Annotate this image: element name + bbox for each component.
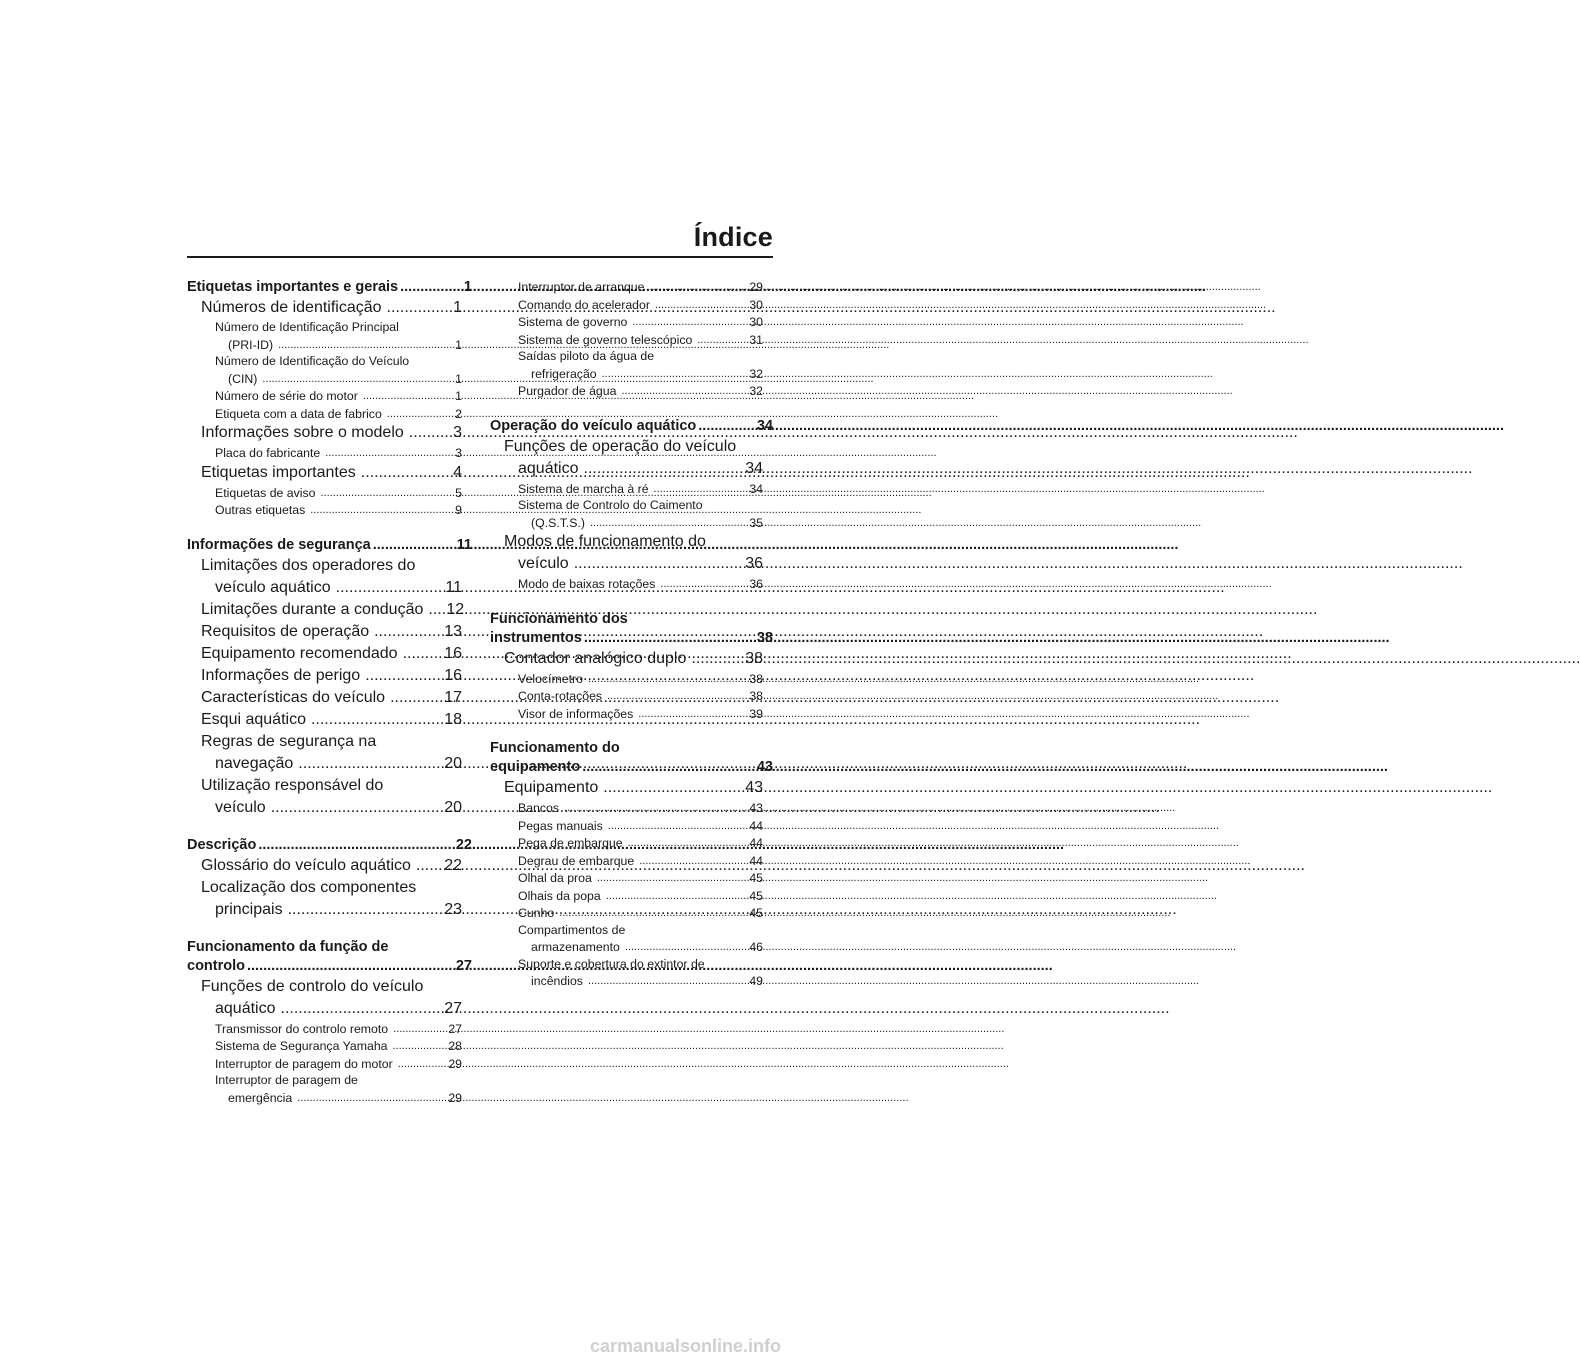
toc-entry-title: Informações sobre o modelo (201, 424, 404, 441)
toc-section-entry[interactable] (187, 462, 472, 484)
toc-page-number: 3 (455, 446, 462, 460)
dot-leader (393, 1037, 441, 1055)
toc-section-entry[interactable] (187, 621, 472, 643)
toc-section (490, 278, 773, 400)
toc-section-entry[interactable] (187, 422, 472, 444)
toc-entry-title: Funções de operação do veículo (504, 437, 737, 455)
toc-section-entry[interactable] (187, 577, 472, 599)
dot-leader (632, 313, 741, 331)
toc-subsection-entry[interactable] (490, 365, 773, 383)
toc-subsection-entry[interactable] (187, 405, 472, 423)
toc-entry-title: Funcionamento do (490, 740, 620, 756)
toc-chapter-entry[interactable] (187, 536, 472, 555)
dot-leader (559, 904, 741, 922)
toc-subsection-entry[interactable] (187, 353, 472, 370)
dot-leader (428, 599, 436, 621)
dot-leader (698, 417, 755, 436)
toc-page-number: 3 (453, 424, 462, 441)
toc-page-number: 23 (444, 900, 462, 918)
toc-chapter-entry[interactable] (490, 629, 773, 648)
toc-entry-title: Modo de baixas rotações (518, 577, 656, 591)
toc-column-left (187, 278, 472, 1123)
toc-entry-title: Interruptor de paragem do motor (215, 1056, 393, 1071)
toc-subsection-entry[interactable] (490, 922, 773, 939)
dot-leader (247, 957, 454, 976)
toc-entry-title: Sistema de Segurança Yamaha (215, 1039, 388, 1053)
dot-leader (625, 938, 741, 956)
toc-page-number: 36 (749, 577, 763, 591)
toc-entry-title: Equipamento recomendado (201, 644, 398, 662)
toc-entry-title: Número de série do motor (215, 389, 358, 403)
toc-page-number: 16 (444, 644, 462, 662)
dot-leader (297, 1089, 440, 1107)
toc-section (490, 739, 773, 990)
toc-entry-title: Olhal da proa (518, 871, 592, 885)
toc-entry-title: Etiquetas importantes (201, 463, 356, 481)
toc-entry-title: Purgador de água (518, 384, 617, 398)
toc-entry-title: Interruptor de paragem de (215, 1073, 358, 1087)
toc-subsection-entry[interactable] (187, 319, 472, 336)
toc-entry-title: Degrau de embarque (518, 853, 635, 868)
toc-page-number: 30 (749, 297, 763, 312)
toc-page-number: 5 (455, 485, 462, 500)
toc-page-number: 38 (745, 649, 763, 667)
dot-leader (638, 705, 741, 723)
dot-leader (387, 297, 444, 319)
dot-leader (336, 577, 436, 599)
toc-page-number: 30 (749, 315, 763, 329)
toc-entry-title: Sistema de governo (518, 315, 628, 329)
dot-leader (660, 575, 741, 593)
toc-subsection-entry[interactable] (187, 444, 472, 462)
toc-entry-title: principais (215, 900, 283, 918)
toc-entry-title: Comando do acelerador (518, 297, 650, 312)
toc-page-number: 22 (455, 836, 472, 853)
toc-page-number: 44 (749, 853, 763, 868)
dot-leader (361, 462, 443, 484)
dot-leader (588, 972, 741, 990)
toc-page-number: 43 (749, 801, 763, 815)
dot-leader (654, 480, 742, 498)
dot-leader (390, 687, 434, 709)
toc-page-number: 34 (749, 481, 763, 496)
page-title: Índice (693, 222, 773, 252)
dot-leader (655, 296, 741, 314)
toc-subsection-entry[interactable] (187, 484, 472, 502)
dot-leader (398, 1055, 441, 1073)
dot-leader (590, 514, 741, 532)
toc-section-entry[interactable] (187, 599, 472, 621)
toc-subsection-entry[interactable] (490, 348, 773, 365)
toc-entry-title: Informações de segurança (187, 536, 371, 553)
toc-subsection-entry[interactable] (490, 705, 773, 723)
dot-leader (374, 621, 434, 643)
toc-chapter-entry[interactable] (187, 278, 472, 297)
toc-page-number: 12 (446, 600, 465, 618)
toc-subsection-entry[interactable] (490, 670, 773, 688)
dot-leader (311, 709, 434, 731)
toc-entry-title: Números de identificação (201, 299, 382, 316)
toc-section-entry[interactable] (490, 648, 773, 670)
toc-subsection-entry[interactable] (490, 938, 773, 956)
toc-entry-title: Modos de funcionamento do (504, 533, 706, 550)
toc-chapter-entry[interactable] (490, 610, 773, 629)
dot-leader (363, 387, 447, 405)
toc-page-number: 49 (749, 974, 763, 988)
toc-entry-title: emergência (228, 1090, 293, 1105)
toc-entry-title: veículo aquático (215, 578, 331, 596)
toc-subsection-entry[interactable] (490, 852, 773, 870)
toc-chapter-entry[interactable] (490, 758, 773, 777)
toc-entry-title: Limitações durante a condução (201, 600, 424, 618)
toc-page-number: 43 (745, 779, 763, 796)
dot-leader (288, 899, 435, 921)
dot-leader (602, 365, 742, 383)
toc-subsection-entry[interactable] (490, 296, 773, 314)
toc-subsection-entry[interactable] (490, 480, 773, 498)
toc-page-number: 35 (749, 515, 763, 530)
toc-section-entry[interactable] (187, 899, 472, 921)
toc-subsection-entry[interactable] (490, 887, 773, 905)
toc-entry-title: Outras etiquetas (215, 503, 306, 517)
toc-entry-title: Requisitos de operação (201, 622, 370, 640)
toc-page-number: 20 (444, 798, 462, 816)
toc-subsection-entry[interactable] (187, 1037, 472, 1055)
dot-leader (564, 799, 741, 817)
toc-subsection-entry[interactable] (187, 501, 472, 519)
dot-leader (607, 687, 741, 705)
dot-leader (597, 869, 741, 887)
toc-entry-title: Bancos (518, 801, 560, 815)
toc-page-number: 20 (444, 754, 462, 772)
toc-subsection-entry[interactable] (490, 313, 773, 331)
toc-chapter-entry[interactable] (187, 938, 472, 957)
toc-page-number: 38 (749, 671, 763, 686)
toc-entry-title: Funções de controlo do veículo (201, 977, 424, 995)
toc-entry-title: Saídas piloto da água de (518, 349, 655, 363)
toc-entry-title: Esqui aquático (201, 710, 306, 728)
toc-page-number: 1 (455, 371, 462, 386)
toc-entry-title: Operação do veículo aquático (490, 417, 697, 434)
toc-entry-title: Sistema de marcha à ré (518, 481, 649, 496)
toc-entry-title: Etiquetas de aviso (215, 485, 316, 500)
toc-section-entry[interactable] (187, 998, 472, 1020)
toc-section-entry[interactable] (187, 753, 472, 775)
toc-entry-title: equipamento (490, 759, 581, 775)
watermark: carmanualsonline.info (590, 1336, 782, 1356)
toc-page-number: 1 (463, 279, 472, 295)
toc-chapter-entry[interactable] (187, 957, 472, 976)
toc-entry-title: Número de Identificação Principal (215, 320, 399, 334)
dot-leader (409, 422, 443, 444)
toc-entry-title: Conta-rotações (518, 689, 603, 703)
toc-section-entry[interactable] (187, 855, 472, 877)
toc-subsection-entry[interactable] (187, 370, 472, 388)
dot-leader (387, 405, 447, 423)
toc-entry-title: Compartimentos de (518, 922, 626, 937)
toc-section-entry[interactable] (187, 731, 472, 753)
toc-entry-title: Pega de embarque (518, 836, 623, 850)
toc-subsection-entry[interactable] (490, 331, 773, 349)
toc-entry-title: Contador analógico duplo (504, 649, 687, 667)
toc-page-number: 36 (745, 555, 763, 572)
dot-leader (262, 370, 447, 388)
toc-page-number: 45 (749, 871, 763, 885)
toc-page-number: 29 (749, 280, 763, 294)
toc-entry-title: Limitações dos operadores do (201, 556, 416, 574)
toc-entry-title: veículo (518, 555, 569, 572)
dot-leader (298, 753, 434, 775)
toc-entry-title: Glossário do veículo aquático (201, 856, 411, 874)
toc-page-number: 44 (749, 836, 763, 850)
toc-page-number: 45 (749, 888, 763, 903)
toc-section-entry[interactable] (490, 777, 773, 799)
toc-entry-title: aquático (518, 459, 579, 477)
toc-page-number: 43 (756, 759, 773, 775)
toc-entry-title: (PRI-ID) (228, 337, 274, 352)
toc-subsection-entry[interactable] (490, 834, 773, 852)
toc-entry-title: Placa do fabricante (215, 446, 321, 460)
toc-section-entry[interactable] (187, 643, 472, 665)
dot-leader (281, 998, 435, 1020)
toc-subsection-entry[interactable] (490, 575, 773, 593)
toc-entry-title: Número de Identificação do Veículo (215, 354, 410, 368)
toc-subsection-entry[interactable] (187, 1020, 472, 1038)
toc-page-number: 39 (749, 706, 763, 721)
toc-section-entry[interactable] (187, 797, 472, 819)
dot-leader (416, 855, 434, 877)
toc-subsection-entry[interactable] (490, 278, 773, 296)
toc-section (187, 836, 472, 921)
toc-page-number: 45 (749, 906, 763, 920)
toc-page-number: 38 (749, 689, 763, 703)
toc-chapter-entry[interactable] (490, 739, 773, 758)
toc-entry-title: Regras de segurança na (201, 732, 377, 750)
dot-leader (697, 331, 741, 349)
toc-entry-title: Funcionamento da função de (187, 938, 389, 955)
toc-chapter-entry[interactable] (490, 417, 773, 436)
toc-entry-title: Descrição (187, 836, 257, 853)
toc-subsection-entry[interactable] (187, 387, 472, 405)
toc-section (490, 610, 773, 723)
dot-leader (603, 777, 735, 799)
toc-entry-title: Sistema de governo telescópico (518, 332, 693, 347)
toc-subsection-entry[interactable] (490, 869, 773, 887)
toc-entry-title: Características do veículo (201, 688, 386, 706)
toc-page-number: 34 (756, 417, 773, 434)
toc-page-number: 11 (445, 578, 462, 596)
toc-subsection-entry[interactable] (490, 382, 773, 400)
toc-page-number: 34 (745, 459, 763, 477)
toc-section-entry[interactable] (490, 553, 773, 575)
toc-section-entry[interactable] (187, 775, 472, 797)
toc-entry-title: Velocímetro (518, 671, 583, 686)
toc-entry-title: Interruptor de arranque (518, 280, 645, 294)
toc-subsection-entry[interactable] (490, 817, 773, 835)
toc-page-number: 38 (756, 629, 773, 646)
toc-entry-title: Olhais da popa (518, 888, 601, 903)
toc-page-number: 13 (444, 622, 462, 640)
toc-page-number: 27 (455, 957, 472, 974)
toc-chapter-entry[interactable] (187, 836, 472, 855)
toc-page-number: 9 (455, 503, 462, 517)
toc-entry-title: Utilização responsável do (201, 776, 384, 794)
toc-page-number: 29 (448, 1090, 462, 1105)
toc-entry-title: (CIN) (228, 371, 258, 386)
toc-section-entry[interactable] (187, 687, 472, 709)
dot-leader (606, 887, 742, 905)
toc-page-number: 32 (749, 366, 763, 381)
toc-section-entry[interactable] (187, 665, 472, 687)
dot-leader (639, 852, 741, 870)
dot-leader (403, 643, 435, 665)
dot-leader (621, 382, 741, 400)
toc-entry-title: Informações de perigo (201, 666, 361, 684)
toc-entry-title: Pegas manuais (518, 818, 603, 833)
toc-page-number: 29 (448, 1056, 462, 1071)
toc-page-number: 1 (455, 389, 462, 403)
dot-leader (582, 758, 755, 777)
toc-page-number: 1 (455, 337, 462, 352)
toc-entry-title: Sistema de Controlo do Caimento (518, 498, 703, 512)
toc-entry-title: (Q.S.T.S.) (531, 515, 585, 530)
toc-section-entry[interactable] (187, 297, 472, 319)
dot-leader (258, 836, 454, 855)
dot-leader (628, 834, 742, 852)
toc-page-number: 46 (749, 940, 763, 954)
toc-page-number: 44 (749, 818, 763, 833)
toc-section-entry[interactable] (490, 436, 773, 458)
dot-leader (584, 458, 736, 480)
toc-subsection-entry[interactable] (490, 904, 773, 922)
toc-section (187, 536, 472, 819)
toc-page-number: 32 (749, 384, 763, 398)
toc-entry-title: incêndios (531, 974, 583, 988)
toc-page-number: 1 (453, 299, 462, 316)
toc-section-entry[interactable] (490, 531, 773, 553)
toc-page-number: 31 (749, 332, 763, 347)
toc-entry-title: Visor de informações (518, 706, 634, 721)
toc-section-entry[interactable] (490, 458, 773, 480)
toc-section (187, 278, 472, 519)
dot-leader (310, 501, 447, 519)
toc-page-number: 17 (444, 688, 462, 706)
dot-leader (321, 484, 448, 502)
dot-leader (365, 665, 434, 687)
toc-column-right (490, 278, 773, 1007)
toc-subsection-entry[interactable] (490, 972, 773, 990)
toc-entry-title: Etiquetas importantes e gerais (187, 279, 399, 295)
toc-section-entry[interactable] (187, 976, 472, 998)
toc-entry-title: Equipamento (504, 779, 599, 796)
toc-entry-title: Cunho (518, 906, 555, 920)
toc-page-number: 4 (453, 463, 462, 481)
toc-subsection-entry[interactable] (490, 687, 773, 705)
dot-leader (584, 629, 755, 648)
toc-page-number: 2 (455, 406, 462, 421)
title-divider (187, 256, 773, 258)
toc-subsection-entry[interactable] (187, 1089, 472, 1107)
toc-section-entry[interactable] (187, 709, 472, 731)
toc-entry-title: Transmissor do controlo remoto (215, 1021, 389, 1036)
toc-page-number: 22 (444, 856, 462, 874)
dot-leader (574, 553, 736, 575)
toc-subsection-entry[interactable] (187, 1072, 472, 1089)
toc-page-number: 16 (444, 666, 462, 684)
dot-leader (325, 444, 447, 462)
toc-entry-title: instrumentos (490, 629, 582, 646)
toc-subsection-entry[interactable] (490, 799, 773, 817)
dot-leader (278, 336, 447, 354)
toc-subsection-entry[interactable] (490, 514, 773, 532)
toc-subsection-entry[interactable] (490, 956, 773, 973)
toc-section-entry[interactable] (187, 877, 472, 899)
toc-subsection-entry[interactable] (187, 336, 472, 354)
toc-entry-title: Funcionamento dos (490, 610, 628, 627)
dot-leader (588, 670, 741, 688)
toc-page-number: 11 (456, 536, 472, 553)
toc-entry-title: Suporte e cobertura do extintor de (518, 956, 705, 971)
toc-section (187, 938, 472, 1107)
toc-section-entry[interactable] (187, 555, 472, 577)
toc-entry-title: aquático (215, 999, 276, 1017)
toc-page-number: 28 (448, 1039, 462, 1053)
toc-entry-title: Etiqueta com a data de fabrico (215, 406, 382, 421)
dot-leader (373, 536, 455, 555)
toc-entry-title: refrigeração (531, 366, 597, 381)
toc-page-number: 27 (448, 1021, 462, 1036)
dot-leader (271, 797, 435, 819)
toc-page-number: 27 (444, 999, 462, 1017)
dot-leader (649, 278, 741, 296)
toc-page-number: 18 (444, 710, 462, 728)
dot-leader (393, 1020, 440, 1038)
toc-subsection-entry[interactable] (490, 497, 773, 514)
toc-entry-title: controlo (187, 957, 245, 974)
toc-entry-title: veículo (215, 798, 266, 816)
toc-entry-title: Localização dos componentes (201, 878, 417, 896)
dot-leader (400, 278, 462, 297)
toc-entry-title: armazenamento (531, 940, 620, 954)
dot-leader (691, 648, 735, 670)
toc-entry-title: navegação (215, 754, 294, 772)
toc-section (490, 417, 773, 593)
dot-leader (608, 817, 742, 835)
toc-subsection-entry[interactable] (187, 1055, 472, 1073)
